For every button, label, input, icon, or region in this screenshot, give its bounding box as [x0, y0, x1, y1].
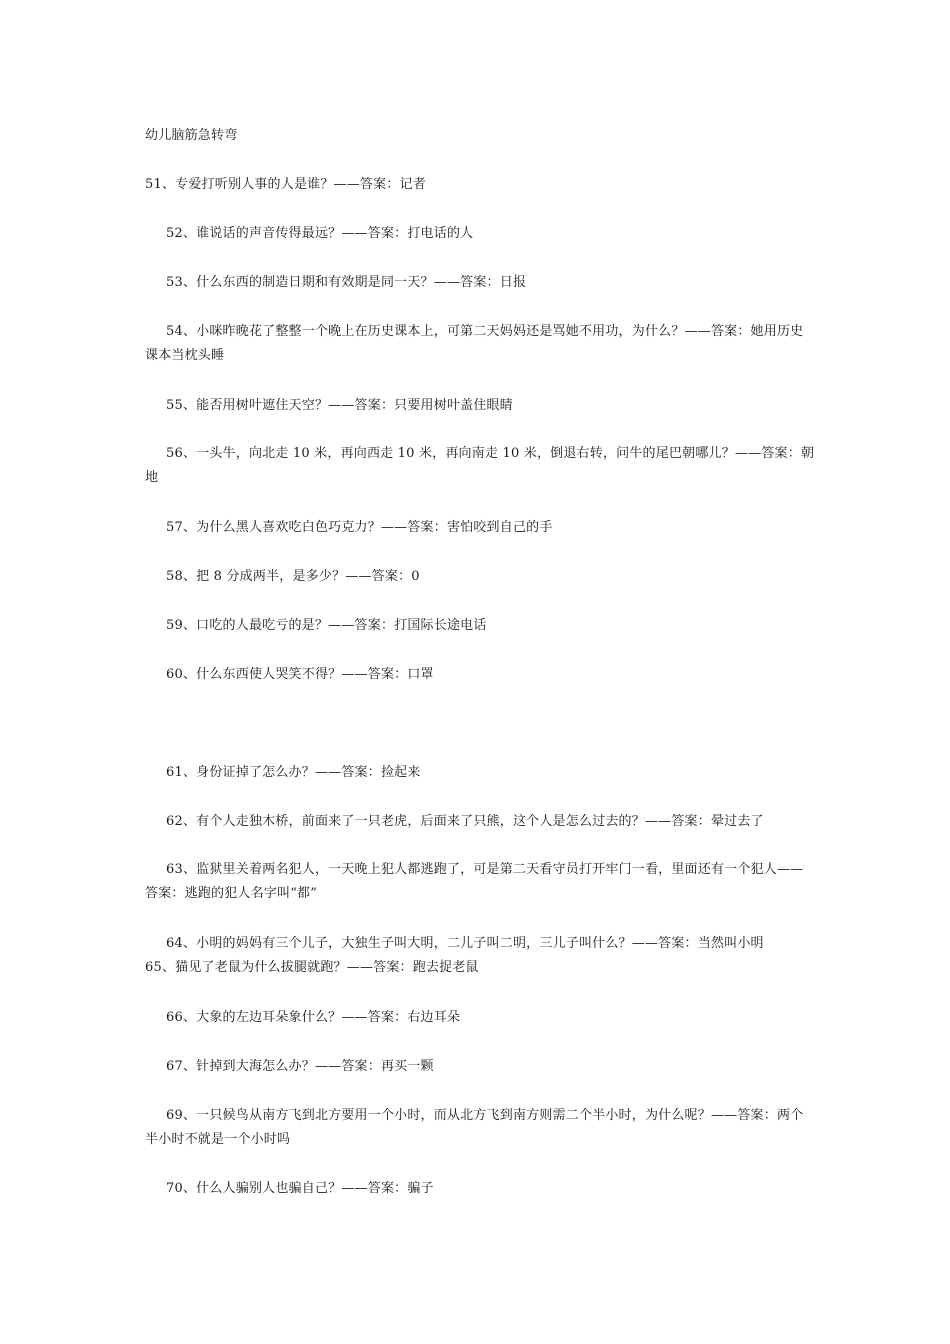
riddle-65: 65、猫见了老鼠为什么拔腿就跑？——答案：跑去捉老鼠	[145, 960, 479, 975]
riddle-51: 51、专爱打听别人事的人是谁？——答案：记者	[145, 177, 426, 192]
riddle-53: 53、什么东西的制造日期和有效期是同一天？——答案：日报	[166, 275, 527, 290]
riddle-52: 52、谁说话的声音传得最远？——答案：打电话的人	[166, 226, 474, 241]
riddle-67: 67、针掉到大海怎么办？——答案：再买一颗	[166, 1059, 434, 1074]
riddle-66: 66、大象的左边耳朵象什么？——答案：右边耳朵	[166, 1010, 461, 1025]
riddle-56: 56、一头牛，向北走 10 米，再向西走 10 米，再向南走 10 米，倒退右转，问牛的尾巴朝哪儿？——答案：朝地	[145, 446, 815, 485]
riddle-64: 64、小明的妈妈有三个儿子，大独生子叫大明，二儿子叫二明，三儿子叫什么？——答案：当然叫小明	[166, 936, 764, 951]
riddle-69: 69、一只候鸟从南方飞到北方要用一个小时，而从北方飞到南方则需二个半小时，为什么呢？——答案：两个半小时不就是一个小时吗	[145, 1108, 804, 1147]
riddle-54: 54、小咪昨晚花了整整一个晚上在历史课本上，可第二天妈妈还是骂她不用功，为什么？——答案：她用历史课本当枕头睡	[145, 324, 804, 363]
riddle-57: 57、为什么黑人喜欢吃白色巧克力？——答案：害怕咬到自己的手	[166, 520, 553, 535]
riddle-61: 61、身份证掉了怎么办？——答案：捡起来	[166, 765, 421, 780]
riddle-60: 60、什么东西使人哭笑不得？——答案：口罩	[166, 667, 434, 682]
riddle-55: 55、能否用树叶遮住天空？——答案：只要用树叶盖住眼睛	[166, 398, 513, 413]
riddle-58: 58、把 8 分成两半，是多少？——答案：0	[166, 569, 420, 584]
document-title: 幼儿脑筋急转弯	[145, 128, 238, 143]
riddle-63: 63、监狱里关着两名犯人，一天晚上犯人都逃跑了，可是第二天看守员打开牢门一看，里面还有一个犯人——答案：逃跑的犯人名字叫“都”	[145, 862, 804, 901]
riddle-70: 70、什么人骗别人也骗自己？——答案：骗子	[166, 1181, 434, 1196]
riddle-62: 62、有个人走独木桥，前面来了一只老虎，后面来了只熊，这个人是怎么过去的？——答案：晕过去了	[166, 814, 764, 829]
riddle-59: 59、口吃的人最吃亏的是？——答案：打国际长途电话	[166, 618, 487, 633]
